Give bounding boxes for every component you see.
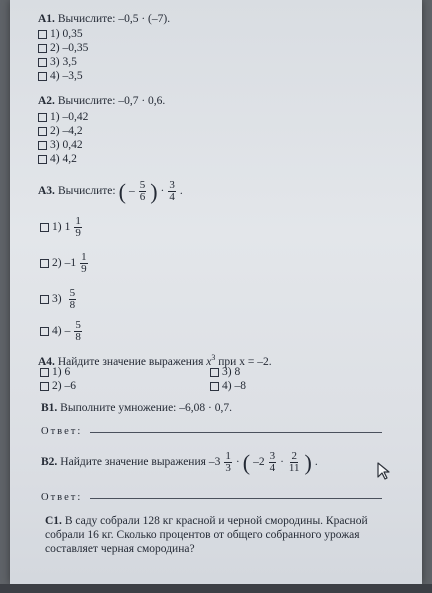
close-paren: ) <box>304 449 312 475</box>
question-a3-text: Вычислите: <box>57 185 116 197</box>
question-b2-text: Найдите значение выражения <box>60 456 206 468</box>
fraction: $\frac{1}{9}$ <box>75 215 81 239</box>
checkbox-icon[interactable] <box>38 44 47 53</box>
question-c1 <box>45 514 405 556</box>
page-bottom-edge <box>0 584 432 593</box>
fraction: $\frac{5}{6}$ <box>139 179 146 203</box>
checkbox-icon[interactable] <box>38 155 47 164</box>
a3-option-2[interactable]: 2) –1 $\frac{1}{9}$ <box>40 252 89 275</box>
question-b1-number: В1. <box>41 402 58 414</box>
worksheet-page <box>10 0 422 584</box>
b2-answer-field[interactable] <box>90 498 382 499</box>
a4-option-4[interactable]: 4) –8 <box>210 380 246 393</box>
a2-option-2[interactable]: 2) –4,2 <box>38 125 83 138</box>
checkbox-icon[interactable] <box>40 368 49 377</box>
multiply-sign: · <box>160 185 165 197</box>
checkbox-icon[interactable] <box>40 327 49 336</box>
a3-option-1[interactable]: 1) 1 $\frac{1}{9}$ <box>40 216 83 239</box>
question-b2: В2. Найдите значение выражения –3 $\frac{1}{3}$ · ( –2 $\frac{3}{4}$ · $\frac{2}{11}$ ) . <box>41 449 318 475</box>
mouse-cursor-icon <box>376 461 392 481</box>
a1-option-4[interactable]: 4) –3,5 <box>38 70 83 83</box>
checkbox-icon[interactable] <box>210 368 219 377</box>
question-c1-text: В саду собрали 128 кг красной и черной смородины. Красной собрали 16 кг. Сколько процентов от общего собранного урожая составляет черная смородина? <box>45 515 368 555</box>
a2-option-4[interactable]: 4) 4,2 <box>38 153 77 166</box>
question-a2-text: Вычислите: –0,7 · 0,6. <box>57 95 166 107</box>
checkbox-icon[interactable] <box>38 72 47 81</box>
fraction: $\frac{3}{4}$ <box>269 450 276 474</box>
checkbox-icon[interactable] <box>38 127 47 136</box>
multiply-sign: · <box>280 456 284 468</box>
question-a1-text: Вычислите: –0,5 · (–7). <box>57 13 171 25</box>
checkbox-icon[interactable] <box>40 259 49 268</box>
a1-option-2[interactable]: 2) –0,35 <box>38 42 88 55</box>
a4-option-1[interactable]: 1) 6 <box>40 366 70 379</box>
checkbox-icon[interactable] <box>38 58 47 67</box>
question-c1-number: С1. <box>45 515 62 527</box>
fraction: $\frac{2}{11}$ <box>288 450 300 474</box>
checkbox-icon[interactable] <box>38 113 47 122</box>
a1-option-1[interactable]: 1) 0,35 <box>38 28 83 41</box>
question-a1 <box>38 13 170 26</box>
multiply-sign: · <box>235 456 240 468</box>
question-a3: А3. Вычислите: ( – $\frac{5}{6}$ ) · $\frac{3}{4}$ . <box>38 178 183 204</box>
fraction: $\frac{1}{9}$ <box>81 251 87 275</box>
fraction: $\frac{5}{8}$ <box>69 287 76 311</box>
a3-option-4[interactable]: 4) – $\frac{5}{8}$ <box>40 320 83 343</box>
question-a1-number: А1. <box>38 13 55 25</box>
open-paren: ( <box>242 449 251 475</box>
question-a2 <box>38 95 165 108</box>
fraction: $\frac{5}{8}$ <box>75 319 81 343</box>
checkbox-icon[interactable] <box>40 382 49 391</box>
checkbox-icon[interactable] <box>40 295 49 304</box>
b1-answer-field[interactable] <box>90 432 382 433</box>
question-b2-number: В2. <box>41 456 58 468</box>
question-a2-number: А2. <box>38 95 55 107</box>
checkbox-icon[interactable] <box>210 382 219 391</box>
a3-option-3[interactable]: 3) $\frac{5}{8}$ <box>40 288 77 311</box>
question-a4-number: А4. <box>38 355 55 368</box>
b1-answer-label: Ответ: <box>41 426 83 437</box>
question-b1 <box>41 402 232 415</box>
a4-option-2[interactable]: 2) –6 <box>40 380 76 393</box>
a2-option-3[interactable]: 3) 0,42 <box>38 139 83 152</box>
a2-option-1[interactable]: 1) –0,42 <box>38 111 88 124</box>
question-a3-number: А3. <box>38 185 55 197</box>
question-a4: А4. Найдите значение выражения $x^3$ при x = –2. <box>38 353 272 368</box>
checkbox-icon[interactable] <box>38 30 47 39</box>
close-paren: ) <box>150 178 158 204</box>
a1-option-3[interactable]: 3) 3,5 <box>38 56 77 69</box>
fraction: $\frac{3}{4}$ <box>169 179 175 203</box>
checkbox-icon[interactable] <box>38 141 47 150</box>
a4-option-3[interactable]: 3) 8 <box>210 366 240 379</box>
fraction: $\frac{1}{3}$ <box>225 450 231 474</box>
question-b1-text: Выполните умножение: –6,08 · 0,7. <box>60 402 232 414</box>
minus-sign: – <box>128 185 135 197</box>
open-paren: ( <box>118 178 126 204</box>
b2-answer-label: Ответ: <box>41 492 83 503</box>
checkbox-icon[interactable] <box>40 223 49 232</box>
